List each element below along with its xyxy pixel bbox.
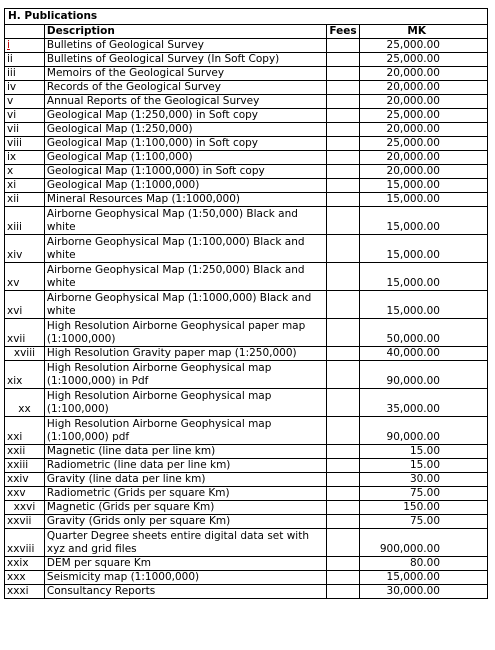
row-fee-mk: 15,000.00 — [360, 235, 488, 263]
row-fee-mk: 75.00 — [360, 487, 488, 501]
row-description: Consultancy Reports — [44, 585, 326, 599]
row-fees-blank — [327, 151, 360, 165]
row-description: High Resolution Gravity paper map (1:250,000) — [44, 347, 326, 361]
header-mk: MK — [360, 25, 488, 39]
row-fees-blank — [327, 473, 360, 487]
row-fees-blank — [327, 389, 360, 417]
row-description: Radiometric (Grids per square Km) — [44, 487, 326, 501]
row-number: xxiii — [5, 459, 45, 473]
row-fee-mk: 15,000.00 — [360, 193, 488, 207]
row-fees-blank — [327, 109, 360, 123]
row-description: Geological Map (1:100,000) in Soft copy — [44, 137, 326, 151]
table-row — [5, 53, 488, 67]
row-number: xxvi — [5, 501, 45, 515]
table-row — [5, 109, 488, 123]
row-number: xix — [5, 361, 45, 389]
table-row — [5, 235, 488, 263]
row-description: Bulletins of Geological Survey (In Soft Copy) — [44, 53, 326, 67]
row-fee-mk: 30.00 — [360, 473, 488, 487]
row-fee-mk: 20,000.00 — [360, 95, 488, 109]
row-fee-mk: 75.00 — [360, 515, 488, 529]
row-number: xxxi — [5, 585, 45, 599]
publications-table — [4, 8, 488, 599]
row-fees-blank — [327, 459, 360, 473]
row-description: Airborne Geophysical Map (1:50,000) Black and white — [44, 207, 326, 235]
table-row — [5, 165, 488, 179]
table-row — [5, 361, 488, 389]
row-description: Geological Map (1:250,000) in Soft copy — [44, 109, 326, 123]
row-description: High Resolution Airborne Geophysical paper map (1:1000,000) — [44, 319, 326, 347]
row-number: vi — [5, 109, 45, 123]
header-fees: Fees — [327, 25, 360, 39]
row-fees-blank — [327, 529, 360, 557]
row-fee-mk: 15.00 — [360, 445, 488, 459]
row-fee-mk: 25,000.00 — [360, 137, 488, 151]
row-fee-mk: 15,000.00 — [360, 179, 488, 193]
row-description: Geological Map (1:1000,000) in Soft copy — [44, 165, 326, 179]
row-description: Memoirs of the Geological Survey — [44, 67, 326, 81]
row-fee-mk: 40,000.00 — [360, 347, 488, 361]
table-row — [5, 557, 488, 571]
row-number: xxix — [5, 557, 45, 571]
row-number: xxv — [5, 487, 45, 501]
row-description: Records of the Geological Survey — [44, 81, 326, 95]
row-fee-mk: 90,000.00 — [360, 361, 488, 389]
row-number: xiv — [5, 235, 45, 263]
row-fees-blank — [327, 291, 360, 319]
table-row — [5, 585, 488, 599]
row-number: xxx — [5, 571, 45, 585]
row-description: Magnetic (Grids per square Km) — [44, 501, 326, 515]
row-number: iv — [5, 81, 45, 95]
table-row — [5, 319, 488, 347]
section-title: H. Publications — [5, 9, 488, 25]
table-row — [5, 81, 488, 95]
table-row — [5, 207, 488, 235]
row-fee-mk: 900,000.00 — [360, 529, 488, 557]
row-fees-blank — [327, 165, 360, 179]
row-fee-mk: 15,000.00 — [360, 263, 488, 291]
row-description: Quarter Degree sheets entire digital data set with xyz and grid files — [44, 529, 326, 557]
row-fee-mk: 50,000.00 — [360, 319, 488, 347]
row-description: Gravity (Grids only per square Km) — [44, 515, 326, 529]
row-description: Geological Map (1:1000,000) — [44, 179, 326, 193]
table-row — [5, 291, 488, 319]
row-number: xx — [5, 389, 45, 417]
row-number: xxiv — [5, 473, 45, 487]
header-number — [5, 25, 45, 39]
row-fees-blank — [327, 179, 360, 193]
table-row — [5, 151, 488, 165]
row-number: xv — [5, 263, 45, 291]
header-description: Description — [44, 25, 326, 39]
row-description: Magnetic (line data per line km) — [44, 445, 326, 459]
row-description: High Resolution Airborne Geophysical map (1:100,000) pdf — [44, 417, 326, 445]
table-row — [5, 515, 488, 529]
row-fee-mk: 25,000.00 — [360, 39, 488, 53]
row-fees-blank — [327, 81, 360, 95]
row-description: Airborne Geophysical Map (1:250,000) Black and white — [44, 263, 326, 291]
table-row — [5, 445, 488, 459]
publications-document — [4, 8, 488, 599]
row-fees-blank — [327, 515, 360, 529]
table-row — [5, 193, 488, 207]
row-number: xxviii — [5, 529, 45, 557]
row-fees-blank — [327, 193, 360, 207]
row-description: Mineral Resources Map (1:1000,000) — [44, 193, 326, 207]
row-fee-mk: 80.00 — [360, 557, 488, 571]
row-fee-mk: 150.00 — [360, 501, 488, 515]
row-fee-mk: 20,000.00 — [360, 165, 488, 179]
row-fees-blank — [327, 501, 360, 515]
row-description: Bulletins of Geological Survey — [44, 39, 326, 53]
row-fees-blank — [327, 39, 360, 53]
row-number: iii — [5, 67, 45, 81]
row-fee-mk: 25,000.00 — [360, 53, 488, 67]
row-fees-blank — [327, 347, 360, 361]
row-description: Geological Map (1:100,000) — [44, 151, 326, 165]
row-fee-mk: 35,000.00 — [360, 389, 488, 417]
row-fees-blank — [327, 571, 360, 585]
table-row — [5, 487, 488, 501]
row-description: Seismicity map (1:1000,000) — [44, 571, 326, 585]
table-row — [5, 67, 488, 81]
row-number: xii — [5, 193, 45, 207]
row-fees-blank — [327, 235, 360, 263]
table-row — [5, 501, 488, 515]
row-number: x — [5, 165, 45, 179]
row-fee-mk: 15.00 — [360, 459, 488, 473]
table-row — [5, 417, 488, 445]
table-row — [5, 389, 488, 417]
row-number: v — [5, 95, 45, 109]
table-row — [5, 179, 488, 193]
row-number: ii — [5, 53, 45, 67]
table-row — [5, 347, 488, 361]
row-number: xxi — [5, 417, 45, 445]
table-row — [5, 473, 488, 487]
row-fees-blank — [327, 487, 360, 501]
row-number: xvii — [5, 319, 45, 347]
row-number: xiii — [5, 207, 45, 235]
table-row — [5, 263, 488, 291]
row-description: Gravity (line data per line km) — [44, 473, 326, 487]
row-number: xviii — [5, 347, 45, 361]
row-fees-blank — [327, 319, 360, 347]
row-description: Airborne Geophysical Map (1:1000,000) Black and white — [44, 291, 326, 319]
row-fees-blank — [327, 263, 360, 291]
row-description: Radiometric (line data per line km) — [44, 459, 326, 473]
row-description: Airborne Geophysical Map (1:100,000) Black and white — [44, 235, 326, 263]
row-description: Annual Reports of the Geological Survey — [44, 95, 326, 109]
row-number: xxii — [5, 445, 45, 459]
row-fees-blank — [327, 445, 360, 459]
row-fees-blank — [327, 67, 360, 81]
table-row — [5, 137, 488, 151]
row-fee-mk: 25,000.00 — [360, 109, 488, 123]
row-fee-mk: 20,000.00 — [360, 67, 488, 81]
table-row — [5, 529, 488, 557]
row-number: vii — [5, 123, 45, 137]
row-fees-blank — [327, 207, 360, 235]
row-fee-mk: 20,000.00 — [360, 123, 488, 137]
row-fees-blank — [327, 53, 360, 67]
row-fees-blank — [327, 137, 360, 151]
row-number: i — [5, 39, 45, 53]
row-fees-blank — [327, 361, 360, 389]
row-number: xi — [5, 179, 45, 193]
row-number: xvi — [5, 291, 45, 319]
row-fee-mk: 15,000.00 — [360, 207, 488, 235]
table-header-row — [5, 25, 488, 39]
row-fees-blank — [327, 585, 360, 599]
row-fees-blank — [327, 95, 360, 109]
row-number: viii — [5, 137, 45, 151]
row-fees-blank — [327, 417, 360, 445]
row-description: High Resolution Airborne Geophysical map (1:100,000) — [44, 389, 326, 417]
table-row — [5, 571, 488, 585]
row-description: High Resolution Airborne Geophysical map (1:1000,000) in Pdf — [44, 361, 326, 389]
row-fee-mk: 20,000.00 — [360, 151, 488, 165]
table-row — [5, 459, 488, 473]
row-fee-mk: 15,000.00 — [360, 291, 488, 319]
table-row — [5, 39, 488, 53]
table-row — [5, 123, 488, 137]
row-fee-mk: 15,000.00 — [360, 571, 488, 585]
row-number: ix — [5, 151, 45, 165]
row-description: DEM per square Km — [44, 557, 326, 571]
row-number: xxvii — [5, 515, 45, 529]
row-fees-blank — [327, 123, 360, 137]
row-fee-mk: 30,000.00 — [360, 585, 488, 599]
row-fee-mk: 90,000.00 — [360, 417, 488, 445]
table-row — [5, 95, 488, 109]
row-fee-mk: 20,000.00 — [360, 81, 488, 95]
row-description: Geological Map (1:250,000) — [44, 123, 326, 137]
row-fees-blank — [327, 557, 360, 571]
